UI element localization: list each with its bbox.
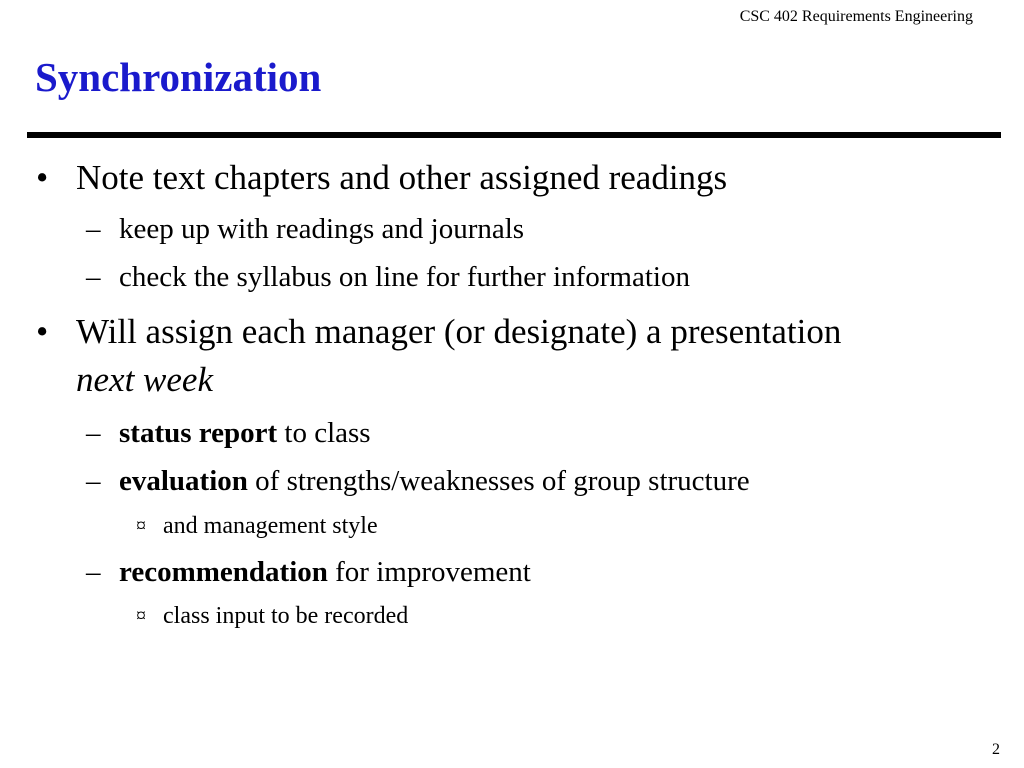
bullet-1-text: Note text chapters and other assigned readings (76, 158, 728, 197)
plain-text: for improvement (327, 556, 531, 588)
plain-text: to class (277, 417, 371, 449)
dash-marker: – (86, 465, 101, 497)
page-number: 2 (992, 741, 1000, 758)
emphasis-text: status report (119, 417, 278, 449)
currency-marker: ¤ (136, 515, 146, 537)
sub-sub-bullet-2-3-1-text: class input to be recorded (163, 603, 409, 629)
sub-bullet-2-1-text (119, 416, 371, 450)
dash-marker: – (86, 556, 101, 588)
emphasis-text: recommendation (119, 556, 328, 588)
slide-title: Synchronization (35, 54, 322, 100)
title-divider (27, 132, 1001, 138)
bullet-2-text-line-1: Will assign each manager (or designate) a presentation (76, 312, 842, 351)
bullet-marker: • (36, 312, 49, 351)
sub-sub-bullet-2-2-1-text: and management style (163, 513, 378, 539)
sub-bullet-1-1-text: keep up with readings and journals (119, 213, 525, 245)
dash-marker: – (86, 261, 101, 293)
bullet-marker: • (36, 158, 49, 197)
course-header: CSC 402 Requirements Engineering (739, 8, 973, 25)
dash-marker: – (86, 213, 101, 245)
sub-bullet-1-2-text: check the syllabus on line for further information (119, 261, 690, 293)
sub-bullet-2-2-text (119, 464, 750, 498)
dash-marker: – (86, 417, 101, 449)
sub-bullet-2-3-text (119, 555, 531, 589)
bullet-2-text-line-2: next week (76, 360, 213, 399)
currency-marker: ¤ (136, 605, 146, 627)
emphasis-text: evaluation (119, 465, 248, 497)
plain-text: of strengths/weaknesses of group structure (247, 465, 750, 497)
